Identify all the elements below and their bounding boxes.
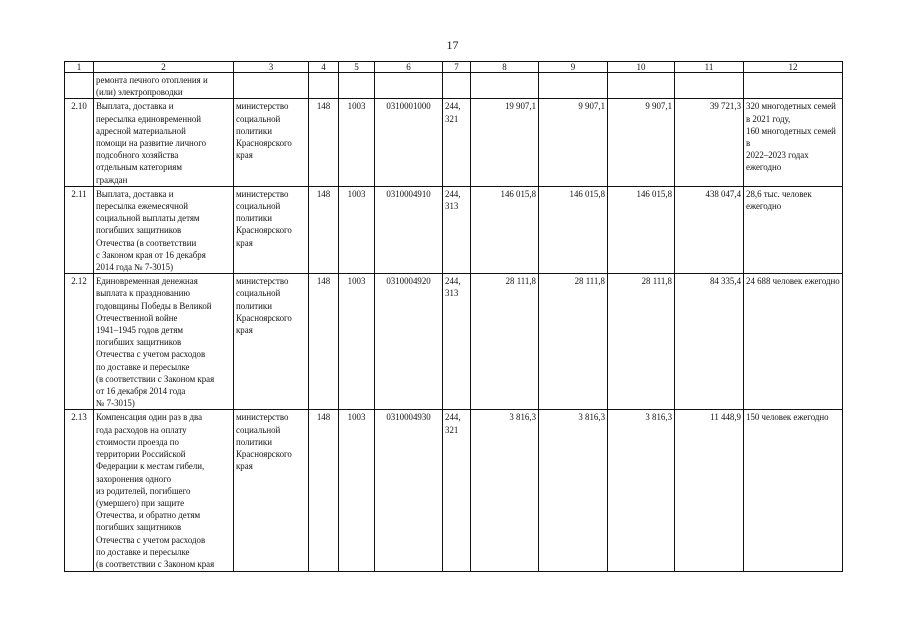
target-article-cell: 0310001000 xyxy=(375,99,443,186)
year3-amount-cell: 28 111,8 xyxy=(608,274,675,410)
activity-name-cell: Компенсация один раз в два года расходов на оплату стоимости проезда по территории Российской Федерации к местам гибели, захоронения одного из родителей, погибшего (умершего) при защите Отечества, и обратно детям погибших защитников Отечества с учетом расходов по доставке и пересылке (в соответствии с Законом края xyxy=(94,410,234,572)
column-header: 2 xyxy=(94,62,234,73)
agency-cell: министерство социальной политики Красноярского края xyxy=(234,410,309,572)
column-header: 6 xyxy=(375,62,443,73)
total-amount-cell: 84 335,4 xyxy=(675,274,744,410)
grbs-code-cell: 148 xyxy=(309,99,339,186)
column-header: 9 xyxy=(539,62,608,73)
activity-name-cell: Выплата, доставка и пересылка ежемесячной социальной выплаты детям погибших защитников Отечества (в соответствии с Законом края от 16 декабря 2014 года № 7-3015) xyxy=(94,186,234,273)
target-article-cell: 0310004920 xyxy=(375,274,443,410)
year2-amount-cell: 3 816,3 xyxy=(539,410,608,572)
column-header: 3 xyxy=(234,62,309,73)
column-header: 7 xyxy=(443,62,471,73)
table-row xyxy=(65,186,843,273)
table-row xyxy=(65,410,843,572)
grbs-code-cell: 148 xyxy=(309,410,339,572)
grbs-code-cell: 148 xyxy=(309,186,339,273)
table-row xyxy=(65,274,843,410)
agency-cell: министерство социальной политики Красноярского края xyxy=(234,274,309,410)
section-code-cell: 1003 xyxy=(339,274,375,410)
year3-amount-cell: 3 816,3 xyxy=(608,410,675,572)
row-number-cell: 2.12 xyxy=(65,274,94,410)
column-header: 11 xyxy=(675,62,744,73)
year1-amount-cell: 146 015,8 xyxy=(471,186,539,273)
year1-amount-cell: 3 816,3 xyxy=(471,410,539,572)
year3-amount-cell: 146 015,8 xyxy=(608,186,675,273)
expected-result-cell: 28,6 тыс. человек ежегодно xyxy=(744,186,843,273)
target-article-cell: 0310004930 xyxy=(375,410,443,572)
column-header: 10 xyxy=(608,62,675,73)
section-code-cell: 1003 xyxy=(339,410,375,572)
table-row xyxy=(65,99,843,186)
expense-type-cell: 244, 321 xyxy=(443,99,471,186)
year1-amount-cell: 19 907,1 xyxy=(471,99,539,186)
expected-result-cell: 24 688 человек ежегодно xyxy=(744,274,843,410)
year2-amount-cell: 9 907,1 xyxy=(539,99,608,186)
total-amount-cell: 11 448,9 xyxy=(675,410,744,572)
section-code-cell: 1003 xyxy=(339,186,375,273)
activity-name-cell: Выплата, доставка и пересылка единовременной адресной материальной помощи на развитие личного подсобного хозяйства отдельным категориям граждан xyxy=(94,99,234,186)
activity-name-cell: ремонта печного отопления и (или) электропроводки xyxy=(94,73,234,99)
total-amount-cell: 438 047,4 xyxy=(675,186,744,273)
agency-cell: министерство социальной политики Красноярского края xyxy=(234,99,309,186)
expense-type-cell: 244, 313 xyxy=(443,274,471,410)
column-number-header-row xyxy=(65,62,843,73)
row-number-cell: 2.11 xyxy=(65,186,94,273)
expense-type-cell: 244, 313 xyxy=(443,186,471,273)
year2-amount-cell: 146 015,8 xyxy=(539,186,608,273)
row-number-cell: 2.13 xyxy=(65,410,94,572)
column-header: 1 xyxy=(65,62,94,73)
column-header: 5 xyxy=(339,62,375,73)
column-header: 4 xyxy=(309,62,339,73)
target-article-cell: 0310004910 xyxy=(375,186,443,273)
expected-result-cell: 150 человек ежегодно xyxy=(744,410,843,572)
year3-amount-cell: 9 907,1 xyxy=(608,99,675,186)
year2-amount-cell: 28 111,8 xyxy=(539,274,608,410)
activity-name-cell: Единовременная денежная выплата к празднованию годовщины Победы в Великой Отечественной войне 1941–1945 годов детям погибших защитников Отечества с учетом расходов по доставке и пересылке (в соответствии с Законом края от 16 декабря 2014 года № 7-3015) xyxy=(94,274,234,410)
continuation-row xyxy=(65,73,843,99)
row-number-cell: 2.10 xyxy=(65,99,94,186)
expense-type-cell: 244, 321 xyxy=(443,410,471,572)
section-code-cell: 1003 xyxy=(339,99,375,186)
column-header: 8 xyxy=(471,62,539,73)
year1-amount-cell: 28 111,8 xyxy=(471,274,539,410)
expected-result-cell: 320 многодетных семей в 2021 году, 160 многодетных семей в 2022–2023 годах ежегодно xyxy=(744,99,843,186)
column-header: 12 xyxy=(744,62,843,73)
grbs-code-cell: 148 xyxy=(309,274,339,410)
page-number: 17 xyxy=(446,38,459,52)
total-amount-cell: 39 721,3 xyxy=(675,99,744,186)
agency-cell: министерство социальной политики Красноярского края xyxy=(234,186,309,273)
program-activities-table xyxy=(64,61,843,572)
